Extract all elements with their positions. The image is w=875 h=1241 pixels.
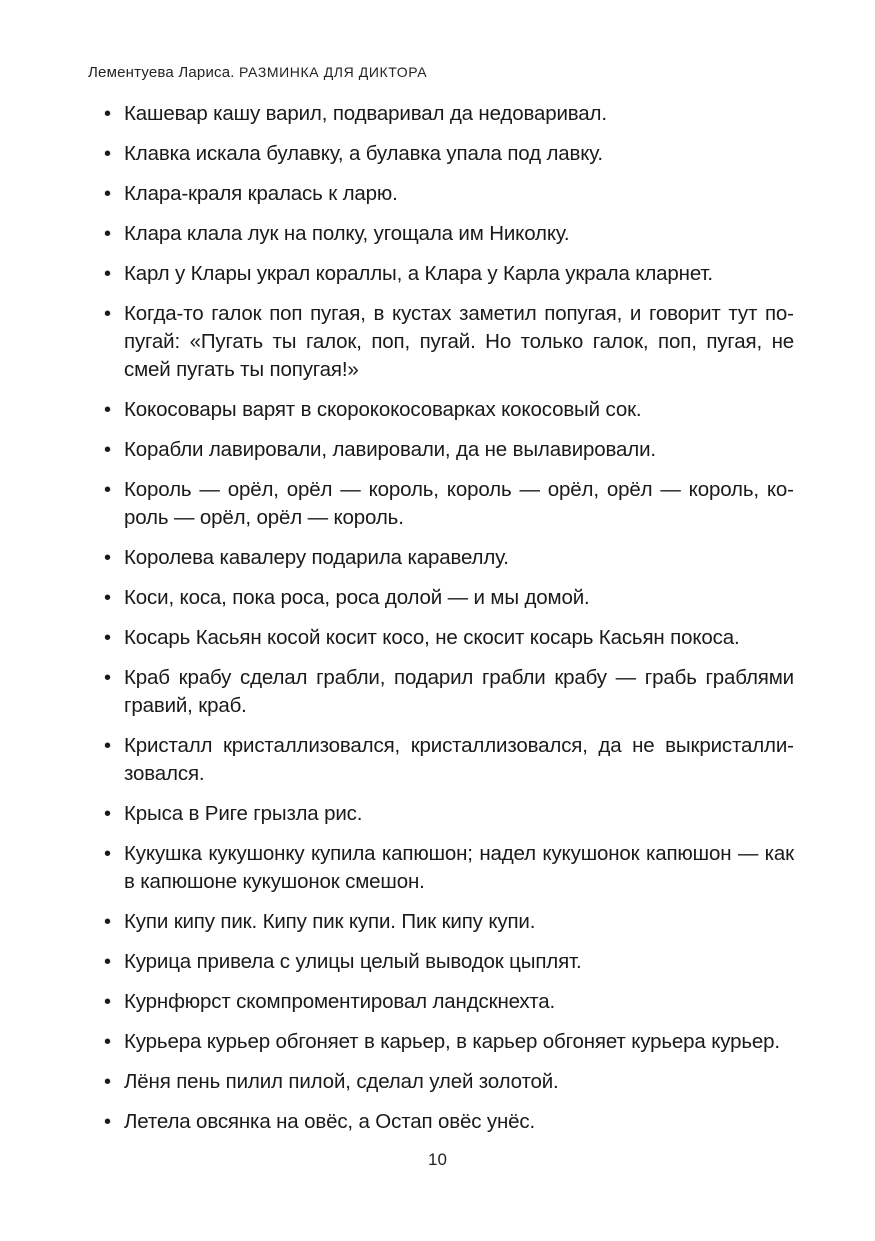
list-item-text: Лёня пень пилил пилой, сделал улей золотой. bbox=[124, 1070, 559, 1093]
list-item-text: Королева кавалеру подарила каравеллу. bbox=[124, 546, 509, 569]
bullet-icon: • bbox=[104, 735, 111, 757]
list-item bbox=[104, 180, 794, 208]
list-item bbox=[104, 100, 794, 128]
list-item-text: Кукушка кукушонку купила капюшон; надел кукушонок капюшон — как в капюшоне кукушонок смешон. bbox=[124, 842, 794, 893]
bullet-icon: • bbox=[104, 303, 111, 325]
bullet-icon: • bbox=[104, 143, 111, 165]
list-item-text: Когда-то галок поп пугая, в кустах заметил попугая, и говорит тут попугай: «Пугать ты галок, поп, пугай. Но только галок, поп, пугая, не смей пугать ты попугая!» bbox=[124, 302, 794, 381]
tongue-twister-list bbox=[104, 100, 794, 1148]
list-item bbox=[104, 260, 794, 288]
list-item-text: Корабли лавировали, лавировали, да не вылавировали. bbox=[124, 438, 656, 461]
list-item bbox=[104, 140, 794, 168]
bullet-icon: • bbox=[104, 223, 111, 245]
list-item-text: Кашевар кашу варил, подваривал да недоваривал. bbox=[124, 102, 607, 125]
bullet-icon: • bbox=[104, 911, 111, 933]
list-item-text: Летела овсянка на овёс, а Остап овёс унёс. bbox=[124, 1110, 536, 1133]
header-author: Лементуева Лариса. bbox=[88, 64, 235, 81]
bullet-icon: • bbox=[104, 587, 111, 609]
list-item-text: Клара клала лук на полку, угощала им Николку. bbox=[124, 222, 570, 245]
list-item bbox=[104, 544, 794, 572]
list-item bbox=[104, 396, 794, 424]
bullet-icon: • bbox=[104, 1111, 111, 1133]
bullet-icon: • bbox=[104, 991, 111, 1013]
list-item bbox=[104, 1108, 794, 1136]
bullet-icon: • bbox=[104, 547, 111, 569]
page-number: 10 bbox=[428, 1150, 447, 1169]
list-item bbox=[104, 1068, 794, 1096]
bullet-icon: • bbox=[104, 263, 111, 285]
list-item-text: Клавка искала булавку, а булавка упала под лавку. bbox=[124, 142, 603, 165]
list-item-text: Карл у Клары украл кораллы, а Клара у Карла украла кларнет. bbox=[124, 262, 713, 285]
list-item bbox=[104, 300, 794, 384]
list-item-text: Король — орёл, орёл — король, король — орёл, орёл — король, король — орёл, орёл — король. bbox=[124, 478, 794, 529]
list-item-text: Курица привела с улицы целый выводок цыплят. bbox=[124, 950, 582, 973]
bullet-icon: • bbox=[104, 843, 111, 865]
bullet-icon: • bbox=[104, 627, 111, 649]
bullet-icon: • bbox=[104, 803, 111, 825]
bullet-icon: • bbox=[104, 1071, 111, 1093]
list-item-text: Краб крабу сделал грабли, подарил грабли крабу — грабь граблями гравий, краб. bbox=[124, 666, 794, 717]
list-item bbox=[104, 948, 794, 976]
list-item-text: Косарь Касьян косой косит косо, не скосит косарь Касьян покоса. bbox=[124, 626, 740, 649]
bullet-icon: • bbox=[104, 951, 111, 973]
list-item-text: Коси, коса, пока роса, роса долой — и мы домой. bbox=[124, 586, 590, 609]
list-item bbox=[104, 624, 794, 652]
list-item-text: Клара-краля кралась к ларю. bbox=[124, 182, 398, 205]
bullet-icon: • bbox=[104, 1031, 111, 1053]
list-item bbox=[104, 220, 794, 248]
list-item bbox=[104, 436, 794, 464]
bullet-icon: • bbox=[104, 667, 111, 689]
list-item-text: Курнфюрст скомпроментировал ландскнехта. bbox=[124, 990, 556, 1013]
bullet-icon: • bbox=[104, 103, 111, 125]
list-item-text: Купи кипу пик. Кипу пик купи. Пик кипу купи. bbox=[124, 910, 536, 933]
bullet-icon: • bbox=[104, 479, 111, 501]
list-item-text: Кокосовары варят в скорококосоварках кокосовый сок. bbox=[124, 398, 642, 421]
list-item bbox=[104, 664, 794, 720]
running-header bbox=[88, 64, 427, 81]
bullet-icon: • bbox=[104, 183, 111, 205]
list-item bbox=[104, 476, 794, 532]
list-item bbox=[104, 732, 794, 788]
list-item bbox=[104, 988, 794, 1016]
list-item bbox=[104, 840, 794, 896]
list-item bbox=[104, 584, 794, 612]
list-item bbox=[104, 1028, 794, 1056]
list-item-text: Курьера курьер обгоняет в карьер, в карьер обгоняет курьера курьер. bbox=[124, 1030, 780, 1053]
list-item-text: Кристалл кристаллизовался, кристаллизовался, да не выкристаллизовался. bbox=[124, 734, 794, 785]
list-item-text: Крыса в Риге грызла рис. bbox=[124, 802, 363, 825]
list-item bbox=[104, 800, 794, 828]
header-series-title: РАЗМИНКА ДЛЯ ДИКТОРА bbox=[239, 64, 428, 80]
bullet-icon: • bbox=[104, 399, 111, 421]
bullet-icon: • bbox=[104, 439, 111, 461]
list-item bbox=[104, 908, 794, 936]
